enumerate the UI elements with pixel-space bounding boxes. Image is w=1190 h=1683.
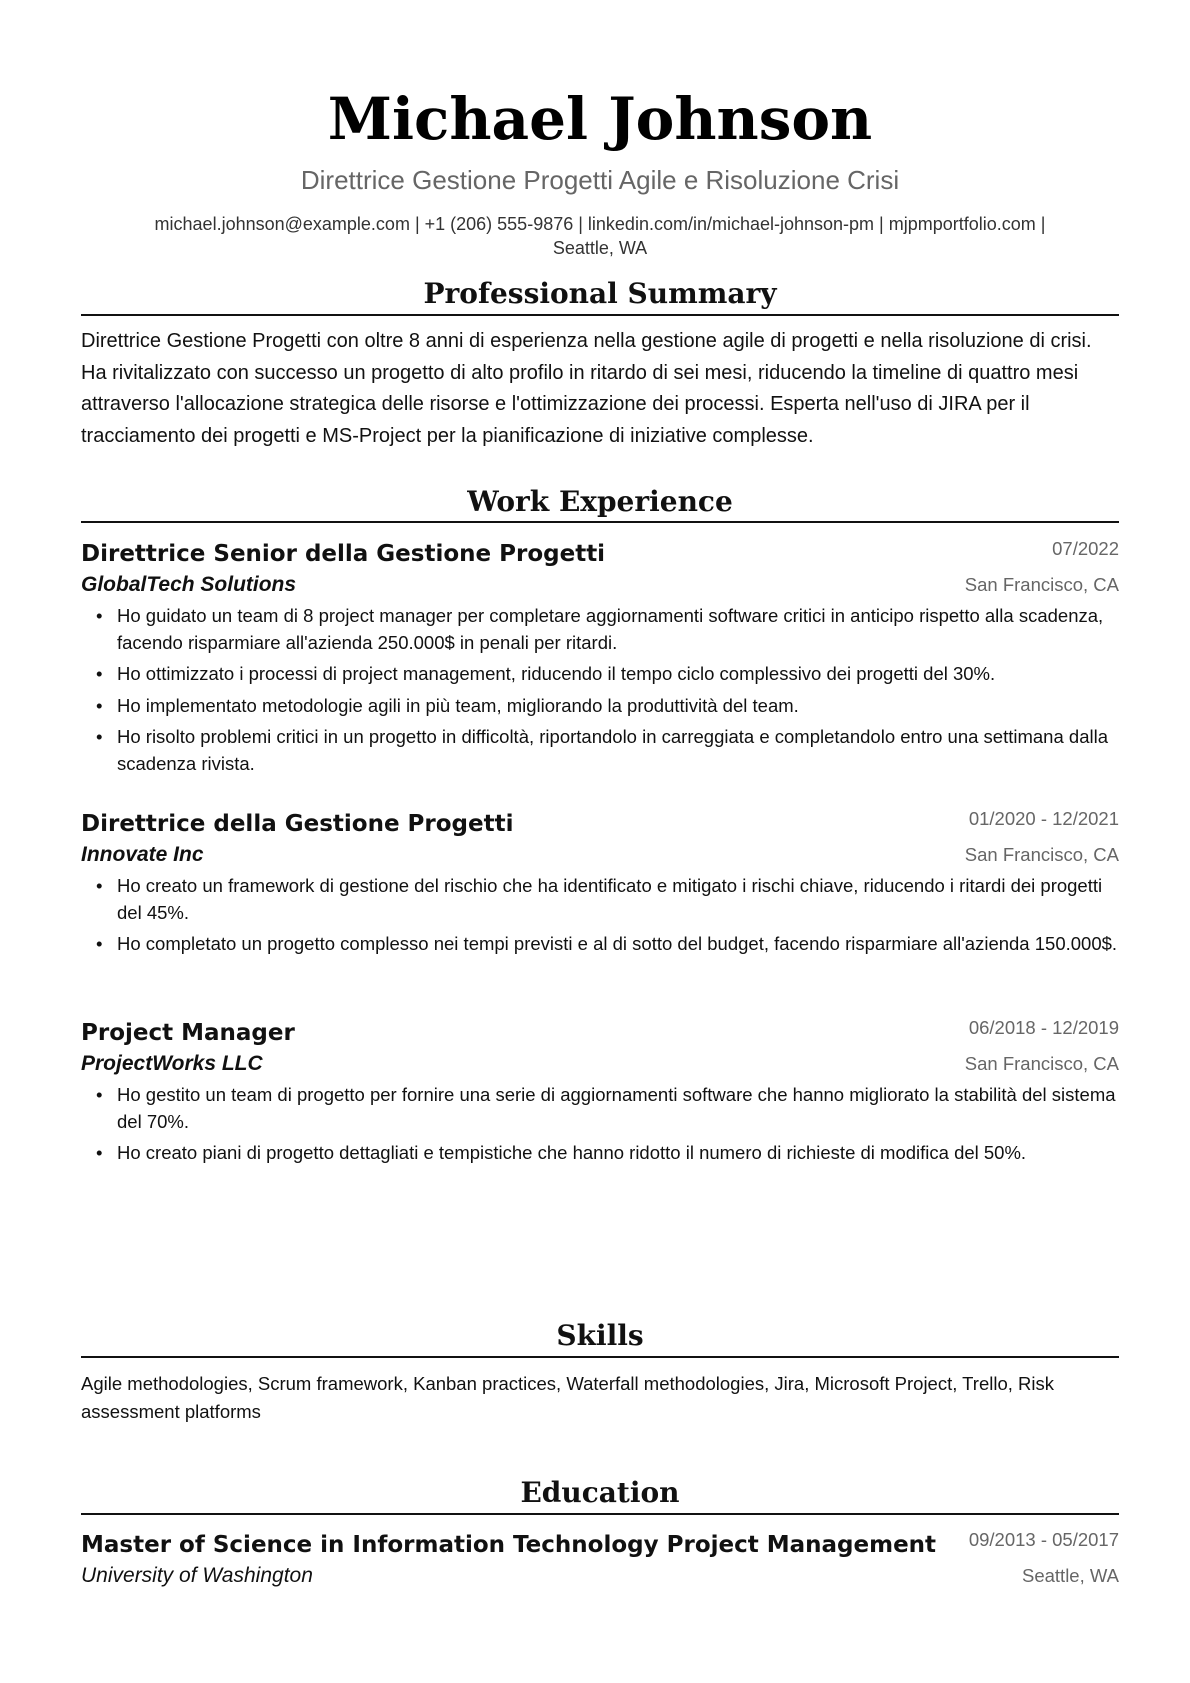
candidate-name: Michael Johnson: [327, 85, 873, 153]
job-location: San Francisco, CA: [964, 1053, 1119, 1074]
skills-section-title: Skills: [556, 1319, 644, 1352]
skills-text: Agile methodologies, Scrum framework, Kanban practices, Waterfall methodologies, Jira, Microsoft Project, Trello, Risk assessment platforms: [81, 1373, 1055, 1422]
job-location: San Francisco, CA: [964, 844, 1119, 865]
education-divider: [81, 1513, 1119, 1515]
education-date: 09/2013 - 05/2017: [968, 1529, 1119, 1550]
experience-section-title: Work Experience: [467, 485, 733, 518]
job-entry: [81, 809, 1119, 963]
education-entry: [81, 1530, 1119, 1594]
bullet-item: • Ho implementato metodologie agili in più team, migliorando la produttività del team.: [96, 694, 799, 716]
summary-text: Direttrice Gestione Progetti con oltre 8 anni di esperienza nella gestione agile di progetti e nella risoluzione di crisi. Ha rivitalizzato con successo un progetto di alto profilo in ritardo di sei mesi, riducendo la timeline di quattro mesi attraverso l'allocazione strategica delle risorse e l'ottimizzazione dei processi. Esperta nell'uso di JIRA per il tracciamento dei progetti e MS-Project per la pianificazione di iniziative complesse.: [81, 330, 1092, 447]
contact-info: [81, 212, 1119, 260]
job-company: ProjectWorks LLC: [81, 1052, 263, 1075]
job-title: Direttrice Senior della Gestione Progetti: [81, 541, 606, 567]
education-section-title: Education: [520, 1476, 680, 1509]
bullet-item: • Ho creato piani di progetto dettagliati e tempistiche che hanno ridotto il numero di richieste di modifica del 50%.: [96, 1142, 1027, 1163]
skills-divider: [81, 1356, 1119, 1358]
job-company: GlobalTech Solutions: [81, 573, 297, 596]
job-bullets: [81, 873, 1119, 958]
bullet-item: • Ho ottimizzato i processi di project management, riducendo il tempo ciclo complessivo dei progetti del 30%.: [96, 663, 996, 684]
school-name: University of Washington: [81, 1564, 313, 1587]
summary-section-title: Professional Summary: [423, 277, 777, 310]
experience-divider: [81, 521, 1119, 523]
job-date: 01/2020 - 12/2021: [968, 808, 1119, 829]
candidate-headline: Direttrice Gestione Progetti Agile e Risoluzione Crisi: [300, 165, 900, 195]
job-entry: [81, 539, 1119, 782]
bullet-item: • Ho risolto problemi critici in un progetto in difficoltà, riportandolo in carreggiata e completandolo entro una settimana dalla scadenza rivista.: [96, 726, 1108, 774]
bullet-item: • Ho guidato un team di 8 project manager per completare aggiornamenti software critici in anticipo rispetto alla scadenza, facendo risparmiare all'azienda 250.000$ in penali per ritardi.: [96, 605, 1104, 653]
bullet-item: • Ho creato un framework di gestione del rischio che ha identificato e mitigato i rischi chiave, riducendo i ritardi dei progetti del 45%.: [96, 875, 1103, 923]
job-bullets: [81, 603, 1119, 777]
contact-line-2: Seattle, WA: [552, 238, 648, 258]
contact-line-1: michael.johnson@example.com | +1 (206) 555-9876 | linkedin.com/in/michael-johnson-pm | mjpmportfolio.com |: [154, 214, 1046, 234]
bullet-item: • Ho completato un progetto complesso nei tempi previsti e al di sotto del budget, facendo risparmiare all'azienda 150.000$.: [96, 933, 1118, 954]
education-location: Seattle, WA: [1022, 1565, 1119, 1586]
job-bullets: [81, 1082, 1119, 1167]
job-date: 06/2018 - 12/2019: [968, 1017, 1119, 1038]
summary-divider: [81, 314, 1119, 316]
job-entry: [81, 1018, 1119, 1172]
job-company: Innovate Inc: [81, 843, 204, 866]
job-title: Project Manager: [81, 1020, 295, 1046]
job-date: 07/2022: [1052, 538, 1119, 559]
bullet-item: • Ho gestito un team di progetto per fornire una serie di aggiornamenti software che hanno migliorato la stabilità del sistema del 70%.: [96, 1084, 1116, 1132]
job-title: Direttrice della Gestione Progetti: [81, 811, 514, 837]
job-location: San Francisco, CA: [964, 574, 1119, 595]
degree-title: Master of Science in Information Technology Project Management: [81, 1532, 937, 1558]
